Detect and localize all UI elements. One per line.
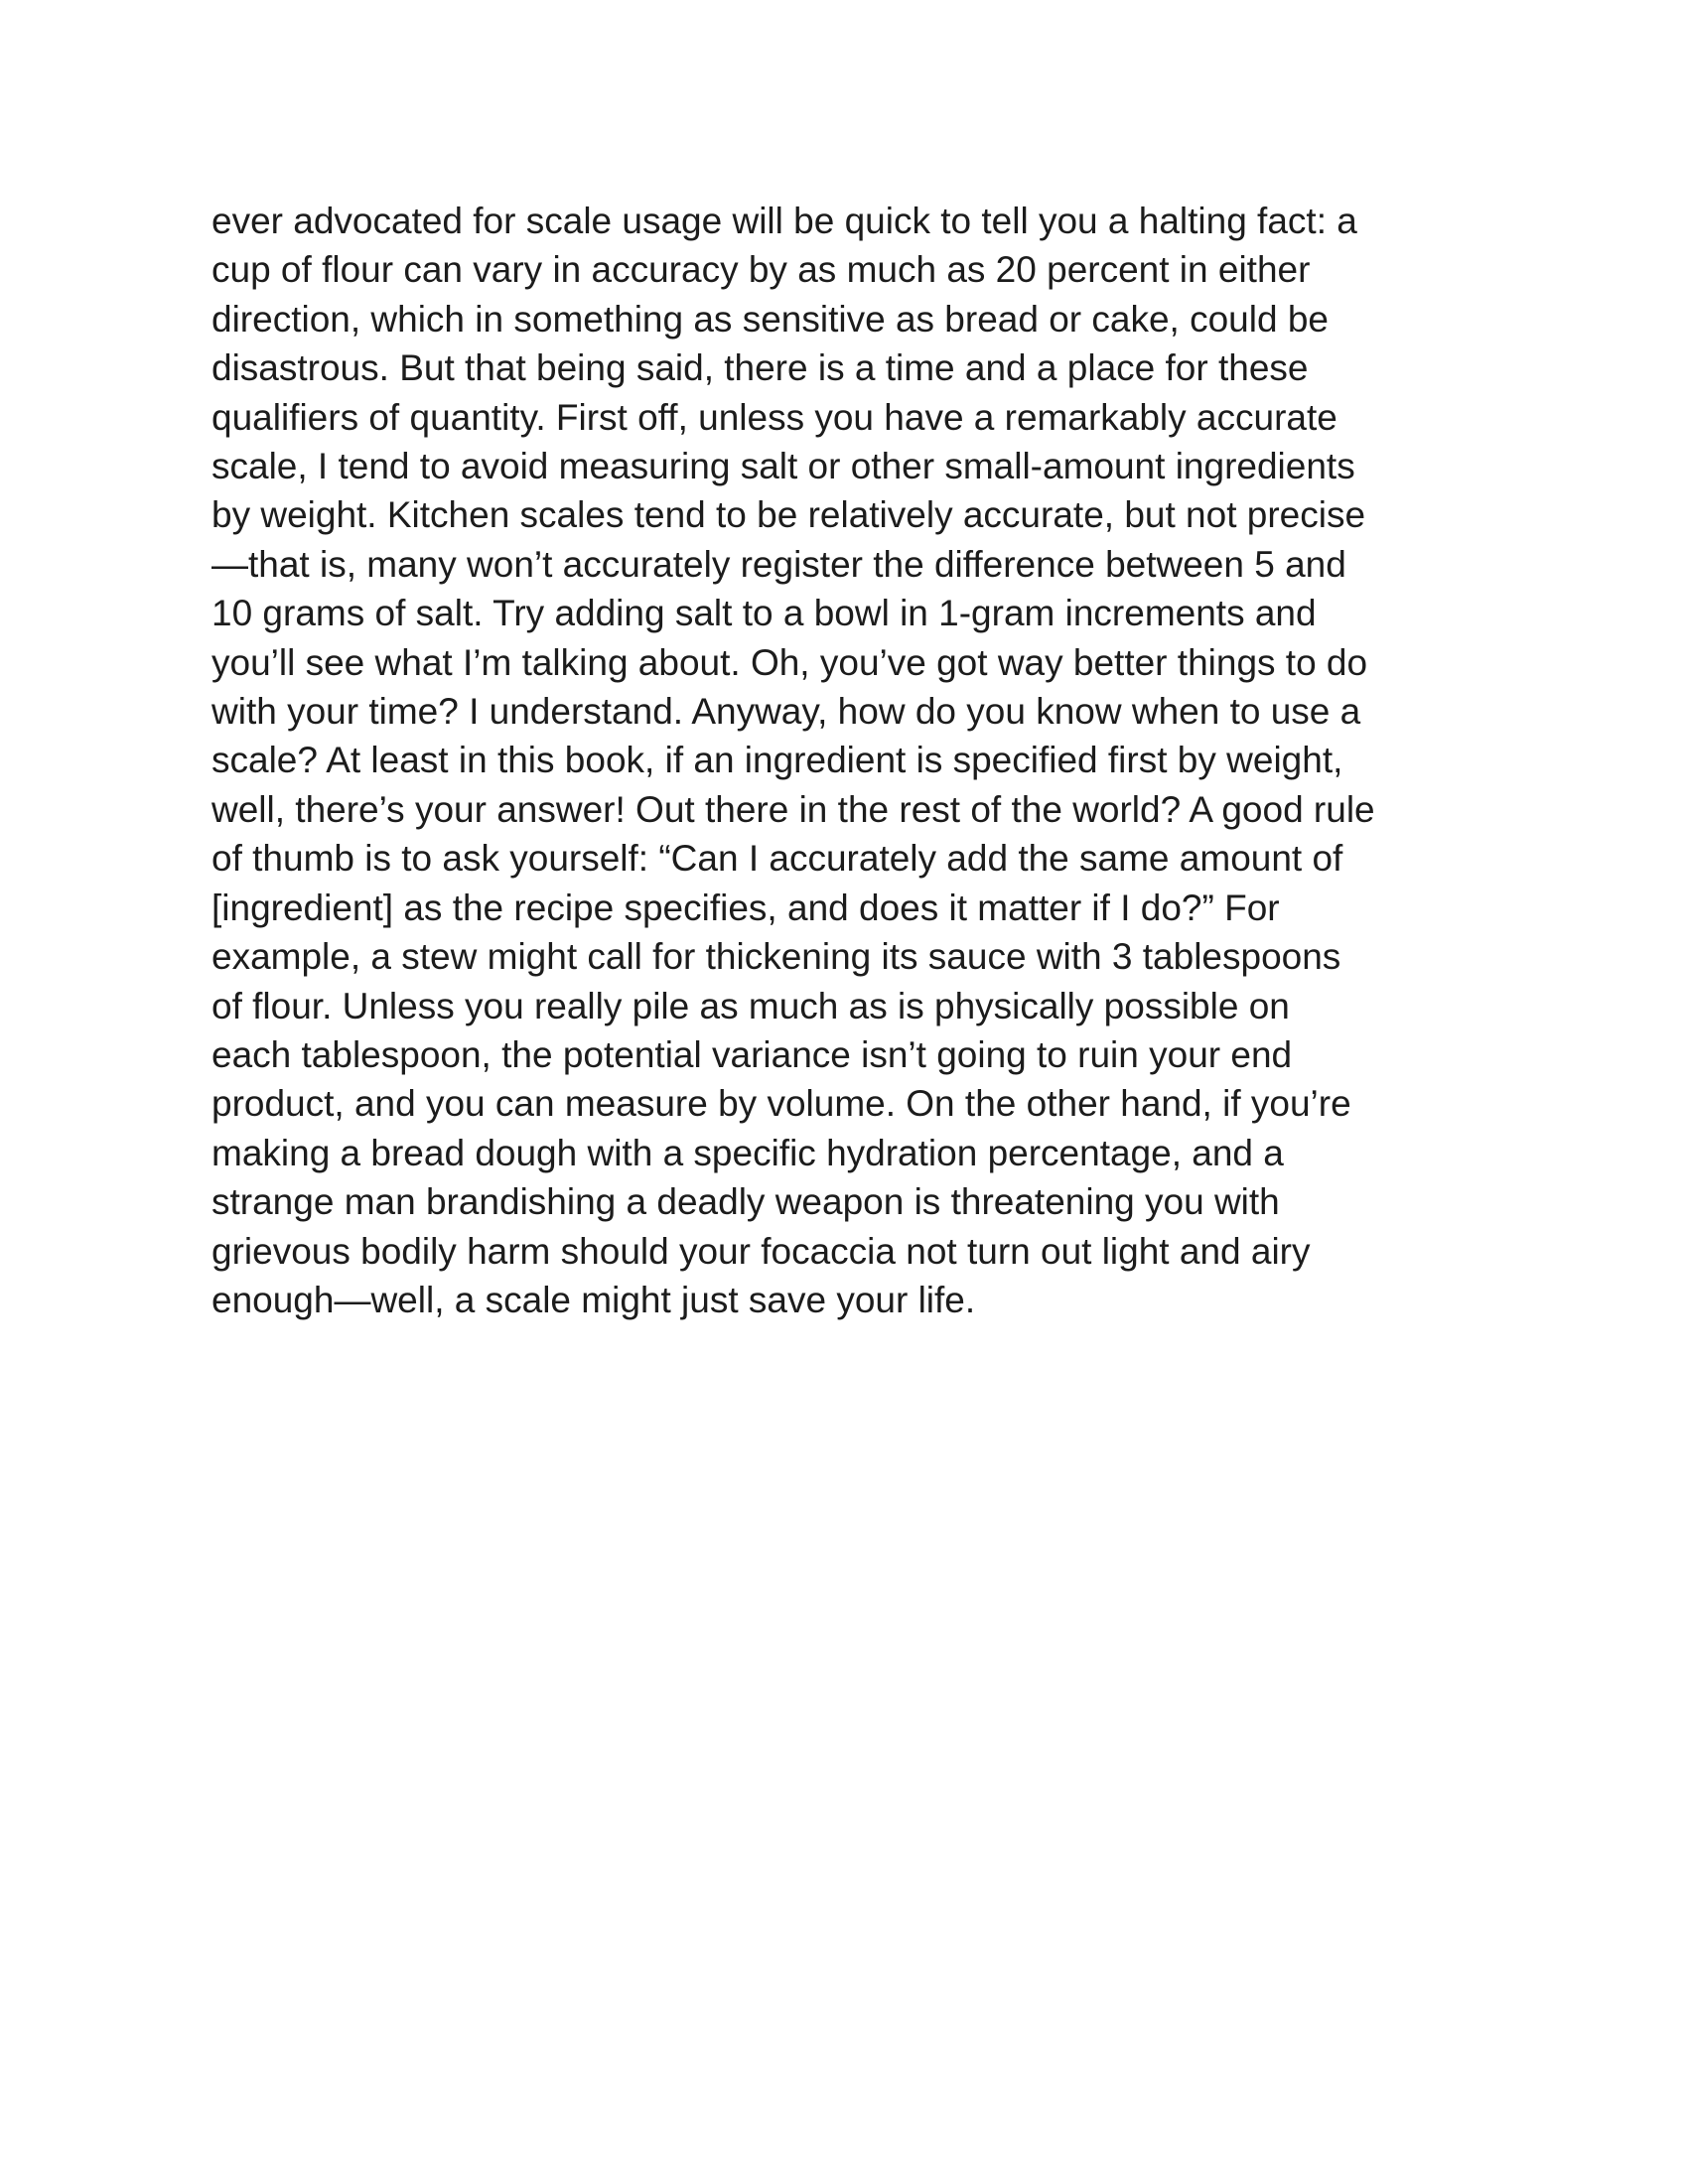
text-line: of thumb is to ask yourself: “Can I accurately add the same amount of bbox=[211, 838, 1343, 880]
text-line: scale? At least in this book, if an ingredient is specified first by weight, bbox=[211, 740, 1343, 781]
text-line: cup of flour can vary in accuracy by as much as 20 percent in either bbox=[211, 249, 1311, 291]
body-paragraph bbox=[211, 197, 1492, 1324]
text-line: direction, which in something as sensitive as bread or cake, could be bbox=[211, 298, 1329, 340]
text-line: making a bread dough with a specific hydration percentage, and a bbox=[211, 1132, 1284, 1173]
text-line: by weight. Kitchen scales tend to be relatively accurate, but not precise bbox=[211, 494, 1366, 536]
text-line: ever advocated for scale usage will be quick to tell you a halting fact: a bbox=[211, 201, 1357, 241]
text-line: qualifiers of quantity. First off, unless you have a remarkably accurate bbox=[211, 396, 1337, 438]
text-line: example, a stew might call for thickening its sauce with 3 tablespoons bbox=[211, 936, 1341, 978]
text-line: strange man brandishing a deadly weapon is threatening you with bbox=[211, 1181, 1280, 1223]
text-line: disastrous. But that being said, there is a time and a place for these bbox=[211, 347, 1309, 389]
text-line: product, and you can measure by volume. On the other hand, if you’re bbox=[211, 1083, 1351, 1125]
text-line: 10 grams of salt. Try adding salt to a bowl in 1-gram increments and bbox=[211, 593, 1317, 634]
text-line: of flour. Unless you really pile as much as is physically possible on bbox=[211, 985, 1290, 1026]
text-line: —that is, many won’t accurately register the difference between 5 and bbox=[211, 543, 1346, 585]
text-line: you’ll see what I’m talking about. Oh, you’ve got way better things to do bbox=[211, 641, 1368, 683]
text-line: well, there’s your answer! Out there in the rest of the world? A good rule bbox=[211, 788, 1375, 830]
text-line: grievous bodily harm should your focaccia not turn out light and airy bbox=[211, 1230, 1311, 1272]
text-line: with your time? I understand. Anyway, how do you know when to use a bbox=[211, 691, 1361, 733]
text-line: scale, I tend to avoid measuring salt or other small-amount ingredients bbox=[211, 446, 1355, 487]
text-line: each tablespoon, the potential variance isn’t going to ruin your end bbox=[211, 1033, 1293, 1075]
text-line: [ingredient] as the recipe specifies, and does it matter if I do?” For bbox=[211, 887, 1280, 928]
text-line: enough—well, a scale might just save your life. bbox=[211, 1279, 976, 1320]
